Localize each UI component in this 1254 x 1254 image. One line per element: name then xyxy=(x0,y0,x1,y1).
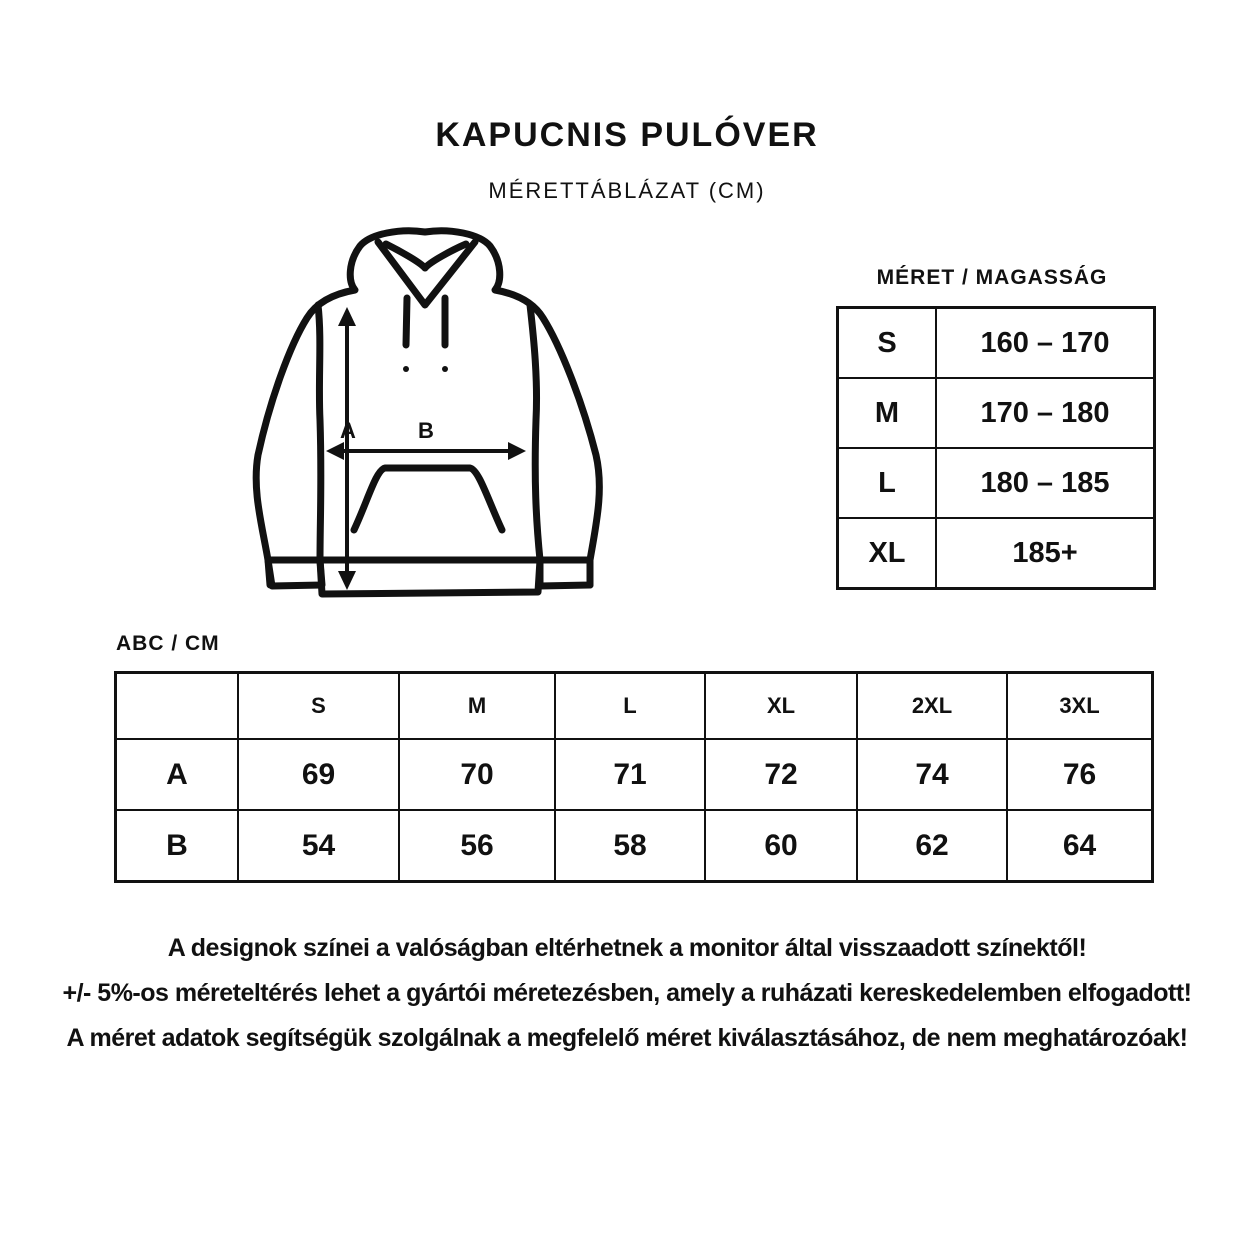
value-cell: 56 xyxy=(399,810,555,882)
page-subtitle: MÉRETTÁBLÁZAT (CM) xyxy=(488,178,766,203)
column-header: 2XL xyxy=(857,673,1007,740)
value-cell: 72 xyxy=(705,739,857,810)
column-header: M xyxy=(399,673,555,740)
value-cell: 69 xyxy=(238,739,399,810)
value-cell: 71 xyxy=(555,739,705,810)
measure-table-title: ABC / CM xyxy=(116,632,220,655)
table-row xyxy=(838,308,1155,379)
column-header: 3XL xyxy=(1007,673,1153,740)
note-line: A méret adatok segítségük szolgálnak a megfelelő méret kiválasztásához, de nem meghatározóak! xyxy=(66,1024,1188,1052)
size-cell: S xyxy=(838,308,937,379)
table-row xyxy=(838,378,1155,448)
column-header: XL xyxy=(705,673,857,740)
corner-cell xyxy=(116,673,239,740)
note-line: A designok színei a valóságban eltérhetnek a monitor által visszaadott színektől! xyxy=(167,934,1087,962)
value-cell: 64 xyxy=(1007,810,1153,882)
table-row xyxy=(116,810,1153,882)
table-header-row xyxy=(116,673,1153,740)
column-header: S xyxy=(238,673,399,740)
value-cell: 70 xyxy=(399,739,555,810)
table-row xyxy=(116,739,1153,810)
size-cell: XL xyxy=(838,518,937,589)
value-cell: 74 xyxy=(857,739,1007,810)
height-cell: 160 – 170 xyxy=(936,308,1155,379)
row-label: B xyxy=(116,810,239,882)
table-row xyxy=(838,518,1155,589)
note-line: +/- 5%-os méreteltérés lehet a gyártói méretezésben, amely a ruházati kereskedelemben elfogadott! xyxy=(62,979,1192,1007)
table-row xyxy=(838,448,1155,518)
height-cell: 185+ xyxy=(936,518,1155,589)
value-cell: 76 xyxy=(1007,739,1153,810)
height-cell: 170 – 180 xyxy=(936,378,1155,448)
size-cell: M xyxy=(838,378,937,448)
measure-table xyxy=(114,671,1154,883)
label-a: A xyxy=(340,418,356,443)
value-cell: 58 xyxy=(555,810,705,882)
value-cell: 54 xyxy=(238,810,399,882)
value-cell: 60 xyxy=(705,810,857,882)
label-b: B xyxy=(418,418,434,443)
value-cell: 62 xyxy=(857,810,1007,882)
height-table xyxy=(836,306,1156,590)
height-table-title: MÉRET / MAGASSÁG xyxy=(876,266,1108,289)
row-label: A xyxy=(116,739,239,810)
hoodie-icon xyxy=(240,222,620,602)
size-cell: L xyxy=(838,448,937,518)
disclaimer-notes xyxy=(0,926,1254,1061)
height-cell: 180 – 185 xyxy=(936,448,1155,518)
page-title: KAPUCNIS PULÓVER xyxy=(435,116,819,154)
column-header: L xyxy=(555,673,705,740)
